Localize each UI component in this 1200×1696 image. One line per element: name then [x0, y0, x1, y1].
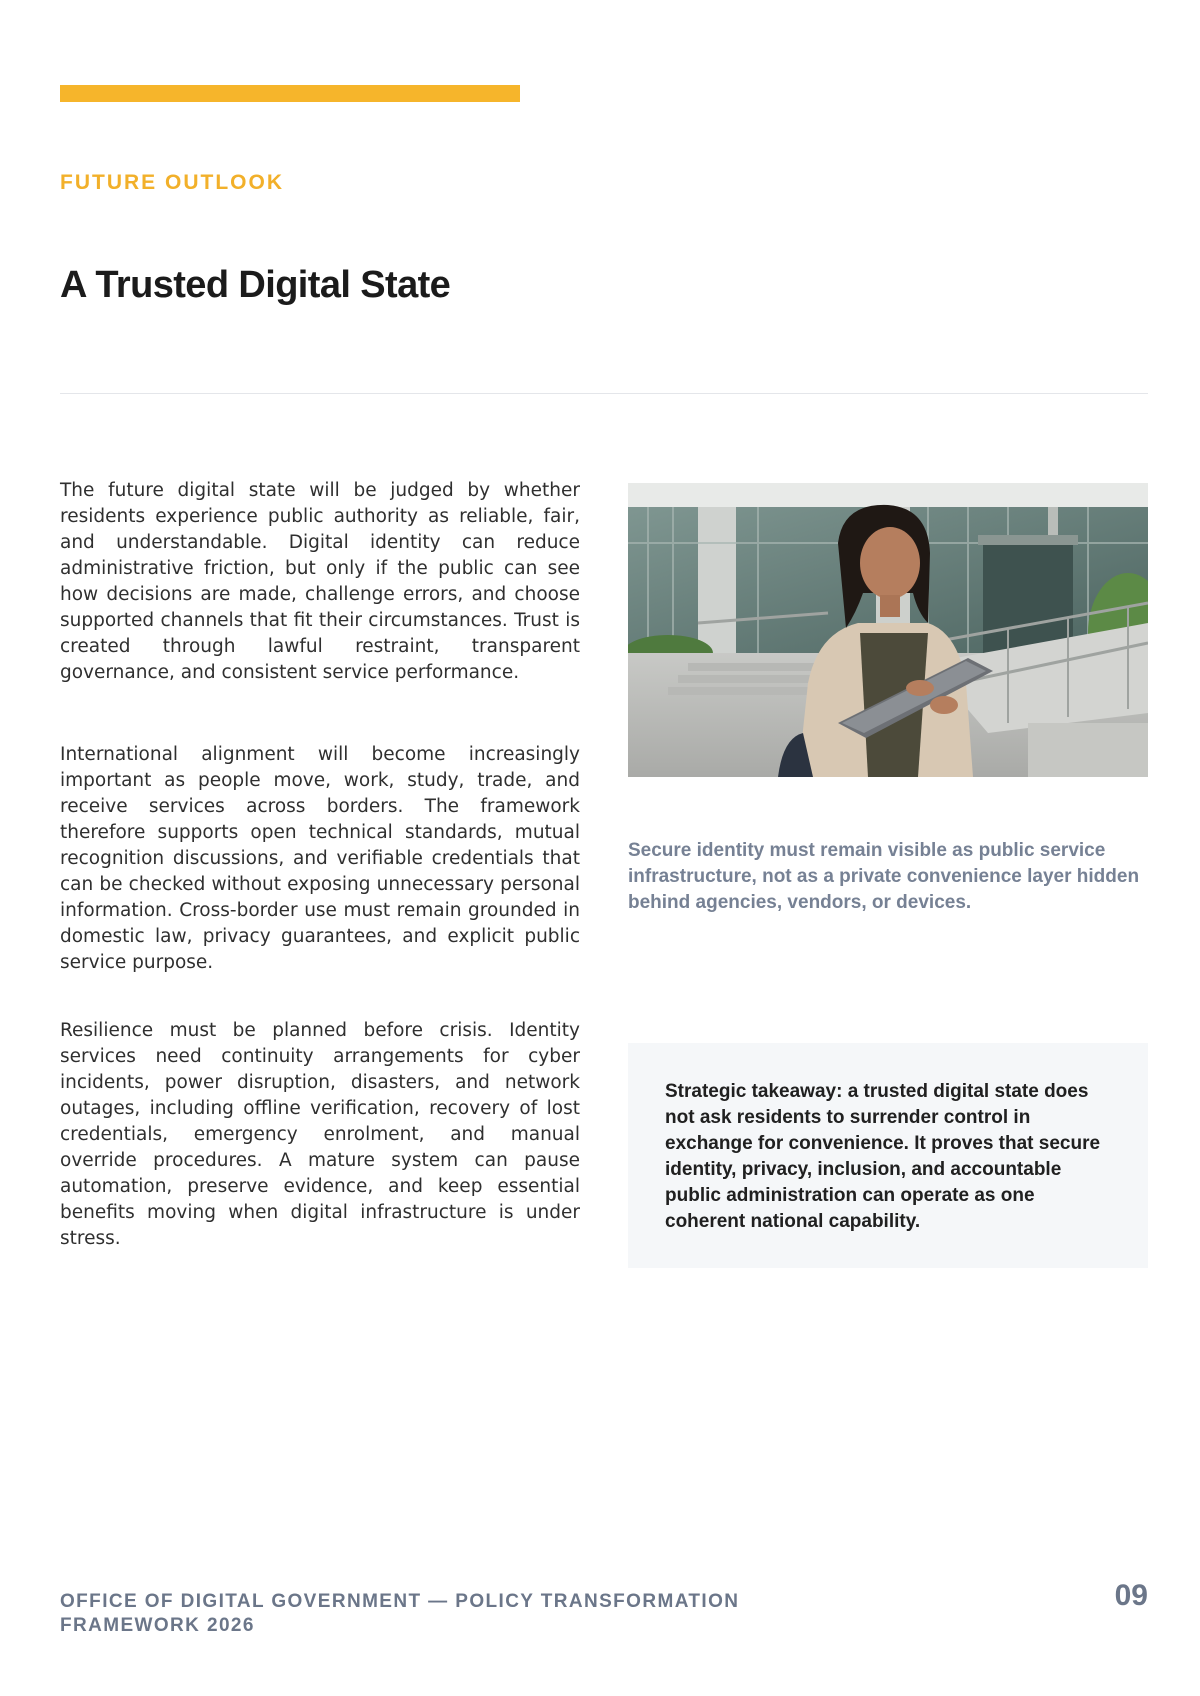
- title-divider: [60, 393, 1148, 394]
- strategic-takeaway-box: [628, 1043, 1148, 1268]
- section-eyebrow: FUTURE OUTLOOK: [60, 171, 284, 194]
- woman-with-tablet-photo: [628, 483, 1148, 777]
- body-column: [60, 478, 580, 1252]
- body-paragraph-3: Resilience must be planned before crisis. Identity services need continuity arrangements for cyber incidents, power disruption, disasters, and network outages, including offline verification, recovery of lost credentials, emergency enrolment, and manual override procedures. A mature system can pause automation, preserve evidence, and keep essential benefits moving when digital infrastructure is under stress.: [60, 1020, 580, 1249]
- footer-organization: OFFICE OF DIGITAL GOVERNMENT — POLICY TRANSFORMATION FRAMEWORK 2026: [60, 1591, 740, 1636]
- takeaway-text: Strategic takeaway: a trusted digital state does not ask residents to surrender control in exchange for convenience. It proves that secure identity, privacy, inclusion, and accountable public administration can operate as one coherent national capability.: [665, 1081, 1101, 1232]
- body-paragraph-2: International alignment will become increasingly important as people move, work, study, trade, and receive services across borders. The framework therefore supports open technical standards, mutual recognition discussions, and verifiable credentials that can be checked without exposing unnecessary personal information. Cross-border use must remain grounded in domestic law, privacy guarantees, and explicit public service purpose.: [60, 744, 580, 973]
- page-title: A Trusted Digital State: [60, 264, 451, 306]
- accent-bar: [60, 85, 520, 102]
- image-caption: Secure identity must remain visible as public service infrastructure, not as a private convenience layer hidden behind agencies, vendors, or devices.: [628, 840, 1140, 913]
- page-number: 09: [1114, 1579, 1148, 1612]
- body-paragraph-1: The future digital state will be judged by whether residents experience public authority as reliable, fair, and understandable. Digital identity can reduce administrative friction, but only if the public can see how decisions are made, challenge errors, and choose supported channels that fit their circumstances. Trust is created through lawful restraint, transparent governance, and consistent service performance.: [60, 480, 580, 683]
